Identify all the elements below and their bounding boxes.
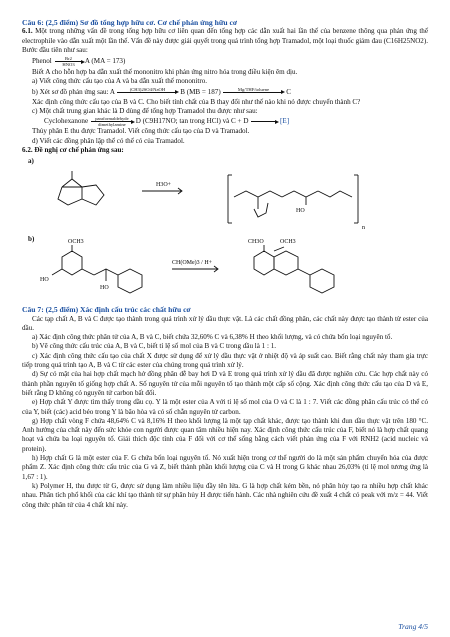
- reaction-b-mid: B (MB = 187): [180, 87, 221, 96]
- q6-1-number: 6.1.: [22, 27, 33, 36]
- ho-label-b: HO: [40, 277, 49, 284]
- q6-1-text: Một trong những vấn đề trong tổng hợp hữu cơ liên quan đến tổng hợp các dẫn xuất hai lần thế của benzene thông qua phản ứng thế electrophile vào dẫn xuất một lần thế. Vấn đề này được giải quyết trong quá trình tổng hợp Tramadol, một loại thuốc giảm đau (C16H25NO2). Bước đầu tiên như sau:: [22, 27, 428, 54]
- ch3o-label: CH3O: [248, 239, 264, 246]
- cyclohexanone-reaction: [22, 116, 428, 127]
- q6-1-paragraph: [22, 27, 428, 55]
- oh-label-b: HO: [100, 285, 109, 292]
- och3-label-right: OCH3: [280, 239, 296, 246]
- q7-k: k) Polymer H, thu được từ G, được sử dụng làm nhiều liệu đầy tên lửa. G là hợp chất kém bền, nó phân hủy tạo ra nhiều hợp chất khác nhau. Phân tích phổ khối của các khí tạo thành từ sự phân hủy H được tiến hành. Các nhà nghiên cứu đề xuất 4 chất có peak với m/z = 44. Viết công thức phân tử của 4 chất khí này.: [22, 481, 428, 509]
- phenol-arrow: [54, 56, 84, 67]
- phenol-product: A (MA = 173): [84, 57, 126, 66]
- ring-right: [82, 185, 104, 205]
- aryl-ring-left: [62, 251, 82, 275]
- product-E: [E]: [280, 117, 290, 126]
- reagent-a: H3O+: [156, 182, 172, 189]
- q6-1-d: d) Viết các đồng phân lập thể có thể có của Tramadol.: [32, 136, 185, 145]
- aryl-ring-right: [254, 251, 274, 275]
- cyclohexanone-product: D (C9H17NO; tan trong HCl) và C + D: [135, 117, 249, 126]
- cyclohexanone-arrow-below: dimethylamine: [98, 122, 126, 128]
- epoxide-ring-top: [62, 179, 82, 187]
- ho-label-a: HO: [296, 208, 305, 215]
- scheme-a: [22, 157, 428, 233]
- q6-1-c-text2: Thủy phân E thu được Tramadol. Viết công thức cấu tạo của D và Tramadol.: [32, 127, 250, 136]
- reaction-b-start: b) Xét sơ đồ phản ứng sau: A: [32, 87, 115, 96]
- cyclohexanone-arrow-above: paraformaldehyde: [95, 116, 129, 122]
- phenol-arrow-below: HNO3: [62, 62, 75, 68]
- scheme-a-label: a): [28, 157, 34, 166]
- q7-g: g) Hợp chất vòng F chứa 48,64% C và 8,16% H theo khối lượng là một tạp chất khác, được tạo thành khi đun dầu thực vật trên 180 °C. Anh hưởng của chất này đến sức khỏe con người được quan tâm nhiều hiện nay. Xác định công thức cấu trúc của F, biết nó là hợp chất quang hoạt và chứa ba loại nguyên tố. Giải thích độc tính của F đối với cơ thể sống bằng cách viết phản ứng của F với RNH2 (acid nucleic và protein).: [22, 416, 428, 453]
- q6-1-c: c) Một chất trung gian khác là D dùng để tổng hợp Tramadol thu được như sau:: [32, 107, 258, 116]
- cyclohexanone-arrow: [90, 116, 134, 127]
- polymer-backbone: [234, 191, 282, 197]
- scheme-b-label: b): [28, 235, 35, 244]
- q6-1-a: a) Viết công thức cấu tạo của A và ba dẫn xuất thế mononitro.: [32, 77, 208, 86]
- polymer-n: n: [362, 225, 365, 232]
- q7-intro: Các tạp chất A, B và C được tạo thành trong quá trình xử lý dầu thực vật. Là các chất đồng phân, các chất này được tạo thành từ ester của dầu.: [22, 314, 428, 332]
- phenol-arrow-above: Br2: [65, 56, 72, 62]
- q6-2-heading: 6.2. Đề nghị cơ chế phản ứng sau:: [22, 145, 124, 154]
- phenol-reaction: [22, 56, 428, 67]
- q7-e: e) Hợp chất Y được tìm thấy trong dầu cọ. Y là một ester của A với tỉ lệ số mol của O và C là 1 : 7. Viết các đồng phân cấu trúc có thể có của Y, biết (các) acid béo trong Y là bão hòa và có số chẵn nguyên tử carbon.: [22, 398, 428, 416]
- q6-title: Câu 6: (2,5 điểm) Sơ đồ tổng hợp hữu cơ. Cơ chế phản ứng hữu cơ: [22, 18, 238, 27]
- reaction-b-arrow1-label: (CH3)2SO4/NaOH: [129, 86, 166, 92]
- reaction-b-arrow2: [222, 87, 284, 98]
- page-number: Trang 4/5: [398, 621, 428, 631]
- ring-left: [58, 187, 82, 205]
- pyran-ring-left: [118, 269, 142, 293]
- reaction-b-arrow1: [116, 87, 178, 98]
- q7-d: d) Sự có mặt của hai hợp chất mạch hở đồng phân dễ bay hơi D và E trong quá trình xử lý dầu đã được nghiên cứu. Các hợp chất này có thành phần nguyên tố giống hợp chất A. Số nguyên tử của mỗi nguyên tố tạo thành một cấp số cộng. Xác định công thức cấu tạo của D và E, biết rằng D không có nguyên tử carbon bất đối.: [22, 370, 428, 397]
- cyclohexanone-label: Cyclohexanone: [44, 117, 89, 126]
- q7-b: b) Vẽ công thức cấu trúc của A, B và C, biết tỉ lệ số mol của B và C trong dầu là 1 : 1.: [32, 342, 277, 351]
- phenol-label: Phenol: [32, 57, 52, 66]
- och3-label-left: OCH3: [68, 239, 84, 246]
- reaction-b: [22, 87, 428, 98]
- q7-a: a) Xác định công thức phân tử của A, B và C, biết chứa 32,60% C và 6,38% H theo khối lượng, và có chứa bốn loại nguyên tố.: [32, 333, 393, 342]
- q7-h: h) Hợp chất G là một ester của F. G chứa bốn loại nguyên tố. Nó xuất hiện trong cơ thể người do là một sản phẩm chuyển hóa của được phẩm Z. Xác định công thức cấu trúc của G và Z, biết thành phần khối lượng của C và H trong G khác nhau 26,03% (tỉ lệ mol tương ứng là 1,67 : 1).: [22, 454, 428, 481]
- reagent-b: CH(OMe)3 / H+: [172, 260, 213, 267]
- q6-1-b-text: Xác định công thức cấu tạo của B và C. Cho biết tính chất của B thay đổi như thế nào khi nó được chuyển thành C?: [32, 97, 361, 106]
- chroman-ring: [274, 251, 298, 275]
- q6-1-note: Biết A cho hỗn hợp ba dẫn xuất thế mononitro khi phản ứng nitro hóa trong điều kiện êm dịu.: [32, 68, 298, 77]
- scheme-b: [22, 235, 428, 303]
- reaction-b-end: C: [286, 87, 291, 96]
- reaction-b-arrow2-label: Mg/THF/toluene: [237, 86, 270, 92]
- scheme-a-drawing: [22, 157, 428, 233]
- q7-c: c) Xác định công thức cấu tạo của chất X được sử dụng để xử lý dầu thực vật ở nhiệt độ và áp suất cao. Biết rằng chất này tham gia trực tiếp trong quá trình tạo A, B và C từ các ester của chúng trong quá trình xử lý.: [22, 351, 428, 370]
- q7-title: Câu 7: (2,5 điểm) Xác định cấu trúc các chất hữu cơ: [22, 305, 191, 315]
- cd-arrow: [250, 116, 278, 127]
- pyran-ring-right: [310, 269, 334, 293]
- scheme-b-drawing: [22, 235, 428, 303]
